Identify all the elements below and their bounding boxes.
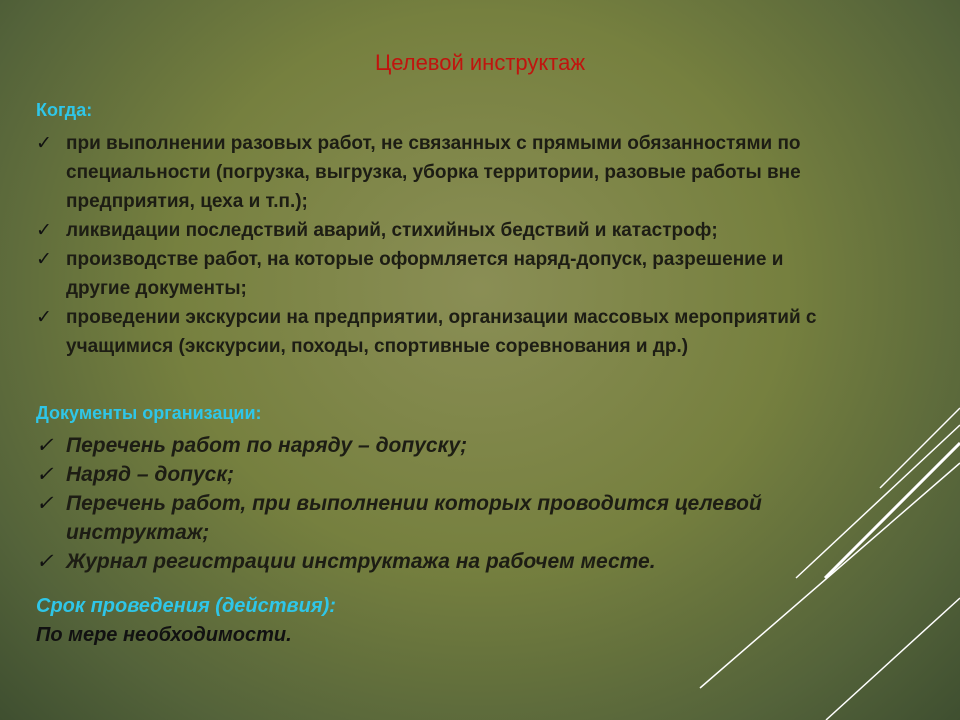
list-item-text: проведении экскурсии на предприятии, организации массовых мероприятий с учащимися (экскурсии, походы, спортивные соревнования и др.) (66, 307, 817, 357)
term-value: По мере необходимости. (36, 624, 292, 646)
list-item-text: Перечень работ, при выполнении которых проводится целевой инструктаж; (66, 492, 762, 544)
deco-line (796, 425, 960, 578)
checkmark-icon: ✓ (36, 133, 52, 154)
checkmark-icon: ✓ (36, 550, 54, 573)
when-label: Когда: (36, 100, 93, 120)
deco-line (826, 598, 960, 720)
list-item-text: Перечень работ по наряду – допуску; (66, 434, 468, 457)
term-label: Срок проведения (действия): (36, 595, 336, 617)
list-item-text: ликвидации последствий аварий, стихийных бедствий и катастроф; (66, 220, 718, 241)
list-item-text: Журнал регистрации инструктажа на рабочем месте. (66, 550, 656, 573)
deco-line (825, 443, 960, 578)
slide-title: Целевой инструктаж (374, 50, 586, 75)
deco-line (880, 408, 960, 488)
checkmark-icon: ✓ (36, 220, 52, 241)
checkmark-icon: ✓ (36, 492, 54, 515)
list-item-text: при выполнении разовых работ, не связанных с прямыми обязанностями по специальности (погрузка, выгрузка, уборка территории, разовые работы вне предприятия, цеха и т.п.); (66, 133, 801, 212)
checkmark-icon: ✓ (36, 434, 54, 457)
list-item-text: производстве работ, на которые оформляется наряд-допуск, разрешение и другие документы; (66, 249, 784, 299)
documents-label: Документы организации: (36, 403, 262, 423)
deco-line (700, 463, 960, 688)
list-item-text: Наряд – допуск; (66, 463, 234, 486)
checkmark-icon: ✓ (36, 249, 52, 270)
checkmark-icon: ✓ (36, 463, 54, 486)
checkmark-icon: ✓ (36, 307, 52, 328)
